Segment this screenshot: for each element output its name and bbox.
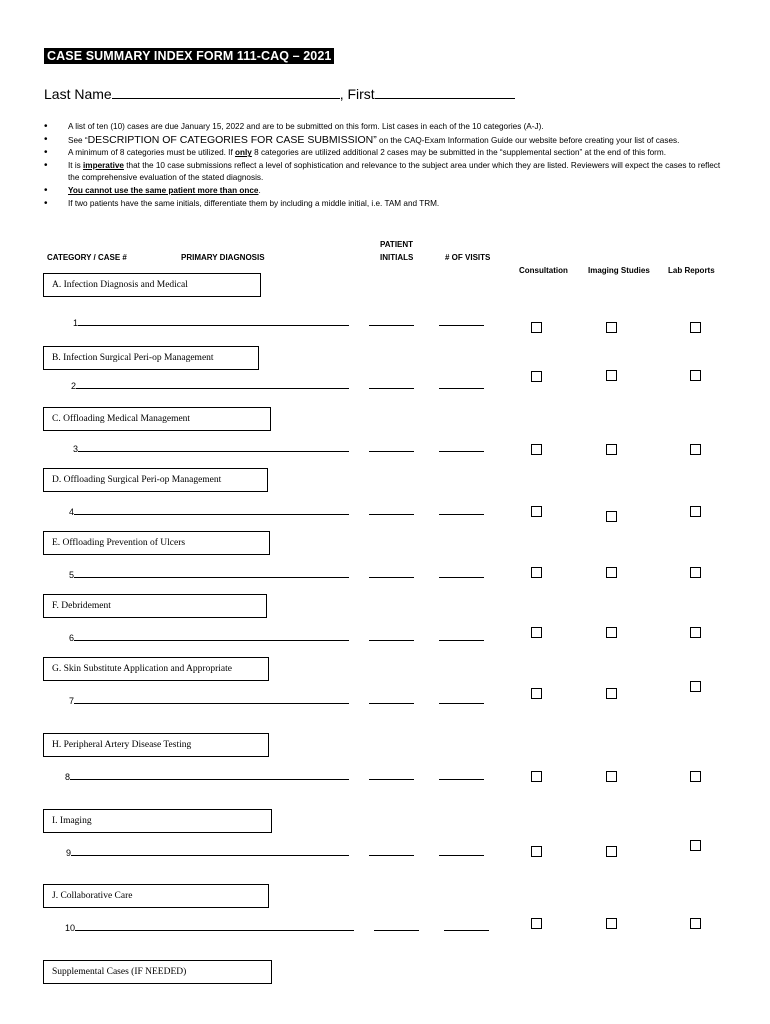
visits-field[interactable] bbox=[439, 442, 484, 452]
case-number: 1 bbox=[73, 318, 79, 328]
diagnosis-field[interactable] bbox=[74, 568, 349, 578]
instructions-list bbox=[44, 121, 724, 210]
visits-field[interactable] bbox=[439, 846, 484, 856]
header-visits: # OF VISITS bbox=[445, 253, 491, 262]
consultation-checkbox[interactable] bbox=[531, 627, 542, 638]
header-imaging: Imaging Studies bbox=[588, 266, 650, 275]
instruction-item: • You cannot use the same patient more than once. bbox=[44, 185, 724, 198]
last-name-label: Last Name bbox=[44, 86, 112, 102]
category-label-box: A. Infection Diagnosis and Medical bbox=[43, 273, 261, 297]
initials-field[interactable] bbox=[369, 379, 414, 389]
instruction-item: • See “DESCRIPTION OF CATEGORIES FOR CASE SUBMISSION” on the CAQ-Exam Information Guide our website before creating your list of cases. bbox=[44, 134, 724, 148]
consultation-checkbox[interactable] bbox=[531, 322, 542, 333]
lab-reports-checkbox[interactable] bbox=[690, 840, 701, 851]
imaging-studies-checkbox[interactable] bbox=[606, 688, 617, 699]
initials-field[interactable] bbox=[374, 921, 419, 931]
diagnosis-field[interactable] bbox=[71, 846, 349, 856]
visits-field[interactable] bbox=[439, 631, 484, 641]
consultation-checkbox[interactable] bbox=[531, 846, 542, 857]
case-entry-line bbox=[66, 846, 484, 858]
initials-field[interactable] bbox=[369, 631, 414, 641]
case-entry-line bbox=[65, 921, 489, 933]
diagnosis-field[interactable] bbox=[74, 694, 349, 704]
case-entry-line bbox=[69, 505, 484, 517]
case-entry-line bbox=[73, 316, 484, 328]
diagnosis-field[interactable] bbox=[70, 770, 349, 780]
consultation-checkbox[interactable] bbox=[531, 688, 542, 699]
diagnosis-field[interactable] bbox=[74, 505, 349, 515]
category-label-box: E. Offloading Prevention of Ulcers bbox=[43, 531, 270, 555]
lab-reports-checkbox[interactable] bbox=[690, 918, 701, 929]
case-entry-line bbox=[69, 631, 484, 643]
category-label-box: B. Infection Surgical Peri-op Management bbox=[43, 346, 259, 370]
consultation-checkbox[interactable] bbox=[531, 506, 542, 517]
initials-field[interactable] bbox=[369, 770, 414, 780]
imaging-studies-checkbox[interactable] bbox=[606, 846, 617, 857]
case-number: 9 bbox=[66, 848, 72, 858]
case-entry-line bbox=[69, 568, 484, 580]
case-number: 2 bbox=[71, 381, 77, 391]
consultation-checkbox[interactable] bbox=[531, 444, 542, 455]
visits-field[interactable] bbox=[444, 921, 489, 931]
case-number: 5 bbox=[69, 570, 75, 580]
initials-field[interactable] bbox=[369, 694, 414, 704]
imaging-studies-checkbox[interactable] bbox=[606, 627, 617, 638]
diagnosis-field[interactable] bbox=[75, 921, 354, 931]
diagnosis-field[interactable] bbox=[74, 631, 349, 641]
header-category: CATEGORY / CASE # bbox=[47, 253, 127, 262]
visits-field[interactable] bbox=[439, 505, 484, 515]
initials-field[interactable] bbox=[369, 316, 414, 326]
lab-reports-checkbox[interactable] bbox=[690, 771, 701, 782]
category-label-box: J. Collaborative Care bbox=[43, 884, 269, 908]
visits-field[interactable] bbox=[439, 316, 484, 326]
visits-field[interactable] bbox=[439, 770, 484, 780]
category-label-box: D. Offloading Surgical Peri-op Management bbox=[43, 468, 268, 492]
case-number: 3 bbox=[73, 444, 79, 454]
lab-reports-checkbox[interactable] bbox=[690, 444, 701, 455]
imaging-studies-checkbox[interactable] bbox=[606, 567, 617, 578]
header-initials: INITIALS bbox=[380, 253, 414, 262]
first-name-field[interactable] bbox=[375, 86, 515, 99]
category-label-box: G. Skin Substitute Application and Appropriate bbox=[43, 657, 269, 681]
category-label-box: F. Debridement bbox=[43, 594, 267, 618]
visits-field[interactable] bbox=[439, 568, 484, 578]
instruction-item: • A list of ten (10) cases are due January 15, 2022 and are to be submitted on this form. List cases in each of the 10 categories (A-J). bbox=[44, 121, 724, 134]
header-consultation: Consultation bbox=[519, 266, 568, 275]
diagnosis-field[interactable] bbox=[78, 442, 349, 452]
case-number: 7 bbox=[69, 696, 75, 706]
case-entry-line bbox=[69, 694, 484, 706]
first-name-label: , First bbox=[339, 86, 375, 102]
case-entry-line bbox=[73, 442, 484, 454]
lab-reports-checkbox[interactable] bbox=[690, 370, 701, 381]
consultation-checkbox[interactable] bbox=[531, 918, 542, 929]
imaging-studies-checkbox[interactable] bbox=[606, 322, 617, 333]
imaging-studies-checkbox[interactable] bbox=[606, 918, 617, 929]
lab-reports-checkbox[interactable] bbox=[690, 627, 701, 638]
lab-reports-checkbox[interactable] bbox=[690, 506, 701, 517]
form-title: CASE SUMMARY INDEX FORM 111-CAQ – 2021 bbox=[44, 48, 334, 64]
diagnosis-field[interactable] bbox=[78, 316, 349, 326]
instruction-item: • If two patients have the same initials, differentiate them by including a middle initial, i.e. TAM and TRM. bbox=[44, 198, 724, 211]
imaging-studies-checkbox[interactable] bbox=[606, 771, 617, 782]
category-label-box: C. Offloading Medical Management bbox=[43, 407, 271, 431]
initials-field[interactable] bbox=[369, 442, 414, 452]
lab-reports-checkbox[interactable] bbox=[690, 322, 701, 333]
visits-field[interactable] bbox=[439, 379, 484, 389]
initials-field[interactable] bbox=[369, 568, 414, 578]
imaging-studies-checkbox[interactable] bbox=[606, 511, 617, 522]
case-number: 10 bbox=[65, 923, 76, 933]
consultation-checkbox[interactable] bbox=[531, 771, 542, 782]
header-patient: PATIENT bbox=[380, 240, 414, 249]
header-lab: Lab Reports bbox=[668, 266, 715, 275]
lab-reports-checkbox[interactable] bbox=[690, 567, 701, 578]
last-name-field[interactable] bbox=[112, 86, 340, 99]
initials-field[interactable] bbox=[369, 505, 414, 515]
instruction-item: • It is imperative that the 10 case submissions reflect a level of sophistication and relevance to the subject area under which they are listed. Reviewers will expect the cases to reflect the comprehensive evaluation of the stated diagnosis. bbox=[44, 160, 724, 185]
category-label-box: H. Peripheral Artery Disease Testing bbox=[43, 733, 269, 757]
supplemental-box: Supplemental Cases (IF NEEDED) bbox=[43, 960, 272, 984]
initials-field[interactable] bbox=[369, 846, 414, 856]
name-fields bbox=[44, 86, 515, 102]
case-number: 6 bbox=[69, 633, 75, 643]
consultation-checkbox[interactable] bbox=[531, 567, 542, 578]
category-label-box: I. Imaging bbox=[43, 809, 272, 833]
visits-field[interactable] bbox=[439, 694, 484, 704]
instruction-item: • A minimum of 8 categories must be utilized. If only 8 categories are utilized additional 2 cases may be submitted in the “supplemental section” at the end of this form. bbox=[44, 147, 724, 160]
case-number: 4 bbox=[69, 507, 75, 517]
case-number: 8 bbox=[65, 772, 71, 782]
imaging-studies-checkbox[interactable] bbox=[606, 444, 617, 455]
case-entry-line bbox=[65, 770, 484, 782]
diagnosis-field[interactable] bbox=[76, 379, 349, 389]
header-diagnosis: PRIMARY DIAGNOSIS bbox=[181, 253, 265, 262]
imaging-studies-checkbox[interactable] bbox=[606, 370, 617, 381]
lab-reports-checkbox[interactable] bbox=[690, 681, 701, 692]
case-entry-line bbox=[71, 379, 484, 391]
consultation-checkbox[interactable] bbox=[531, 371, 542, 382]
